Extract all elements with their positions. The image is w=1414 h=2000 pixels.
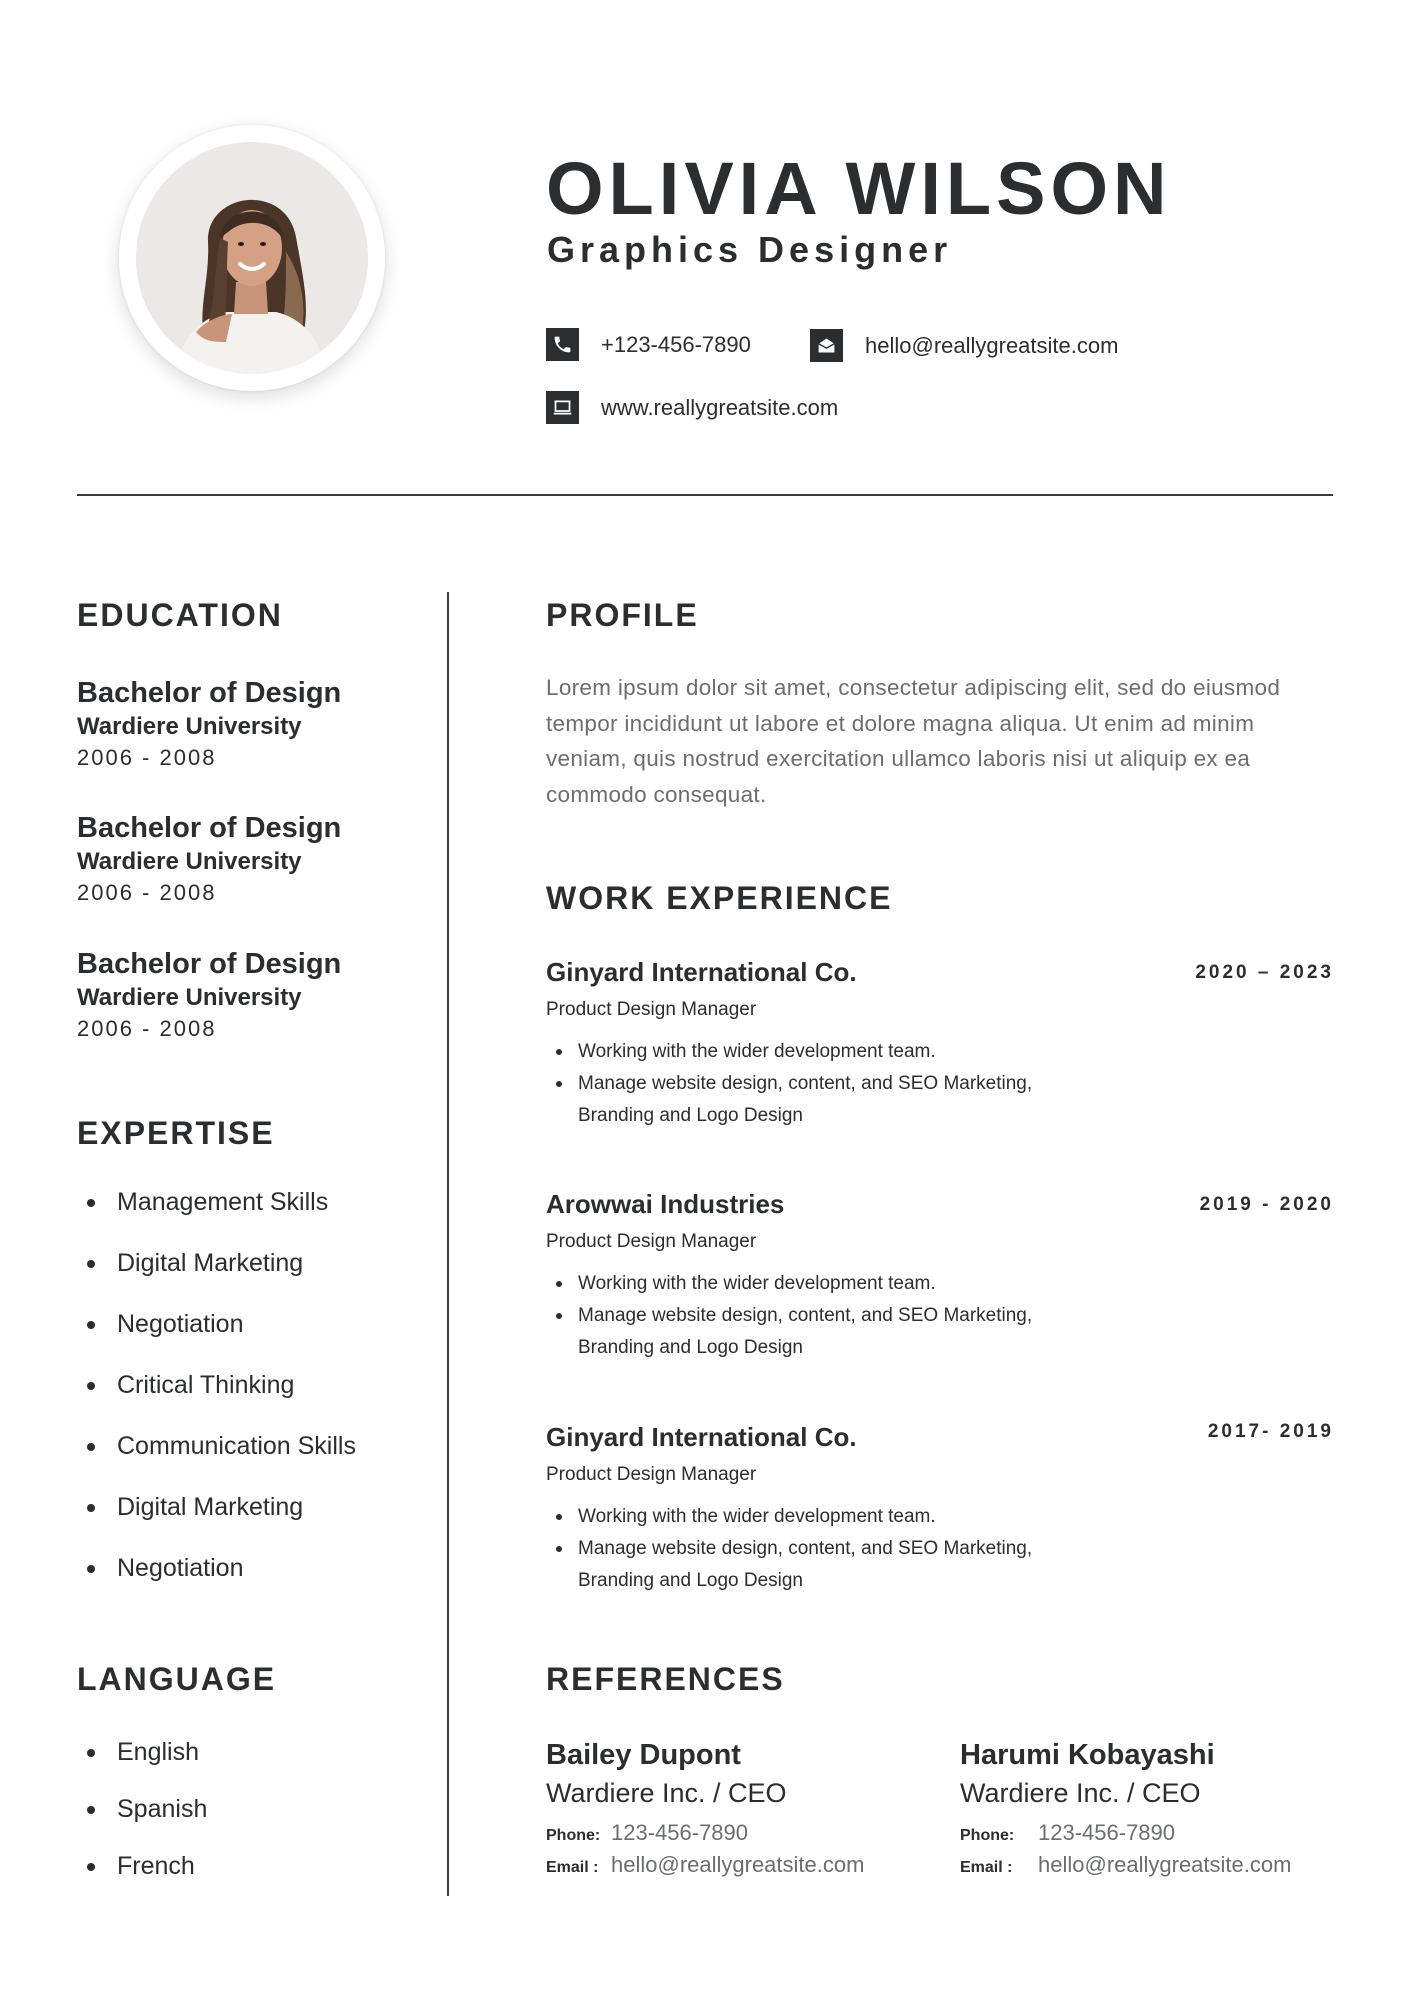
- laptop-icon: [546, 391, 579, 424]
- reference-email-row: [960, 1850, 1291, 1880]
- contact-phone: [546, 328, 751, 361]
- work-heading: WORK EXPERIENCE: [546, 880, 893, 916]
- job-role: Product Design Manager: [546, 1464, 757, 1485]
- website-text: www.reallygreatsite.com: [601, 394, 839, 420]
- profile-heading: PROFILE: [546, 597, 699, 633]
- list-item: Working with the wider development team.: [546, 1501, 1334, 1533]
- school: Wardiere University: [77, 984, 302, 1011]
- work-entry: [546, 1421, 1334, 1597]
- expertise-heading: EXPERTISE: [77, 1115, 275, 1151]
- reference-name: Bailey Dupont: [546, 1739, 741, 1771]
- list-item: Working with the wider development team.: [546, 1036, 1334, 1068]
- degree: Bachelor of Design: [77, 812, 342, 844]
- profile-summary: Lorem ipsum dolor sit amet, consectetur adipiscing elit, sed do eiusmod tempor incididunt ut labore et dolore magna aliqua. Ut enim ad minim veniam, quis nostrud exercitation ullamco laboris nisi ut aliquip ex ea commodo consequat.: [546, 675, 1281, 807]
- list-item: French: [87, 1851, 207, 1881]
- profile-photo: [136, 142, 368, 374]
- list-item: Manage website design, content, and SEO Marketing,: [546, 1300, 1334, 1332]
- list-item: Manage website design, content, and SEO Marketing,: [546, 1068, 1334, 1100]
- header-divider: [77, 494, 1333, 496]
- education-entry: [77, 947, 341, 1043]
- contact-email: [810, 329, 1118, 362]
- list-item: Manage website design, content, and SEO Marketing,: [546, 1533, 1334, 1565]
- duties-list: [546, 1036, 1334, 1132]
- list-item-continuation: Branding and Logo Design: [578, 1570, 804, 1591]
- list-item: Negotiation: [87, 1553, 356, 1583]
- list-item-continuation: Branding and Logo Design: [578, 1105, 804, 1126]
- reference-email: hello@reallygreatsite.com: [1038, 1852, 1292, 1877]
- work-years: 2020 – 2023: [1195, 962, 1334, 983]
- work-years: 2017- 2019: [1207, 1421, 1334, 1442]
- education-entry: [77, 676, 341, 772]
- work-entry: [546, 1188, 1334, 1364]
- phone-text: +123-456-7890: [601, 331, 751, 357]
- degree: Bachelor of Design: [77, 677, 342, 709]
- contact-website: [546, 391, 838, 424]
- education-years: 2006 - 2008: [77, 880, 217, 905]
- list-item: Negotiation: [87, 1309, 356, 1339]
- list-item: Management Skills: [87, 1187, 356, 1217]
- degree: Bachelor of Design: [77, 948, 342, 980]
- language-list: [87, 1737, 207, 1881]
- phone-icon: [546, 328, 579, 361]
- duties-list: [546, 1268, 1334, 1364]
- duties-list: [546, 1501, 1334, 1597]
- education-years: 2006 - 2008: [77, 745, 217, 770]
- list-item: English: [87, 1737, 207, 1767]
- school: Wardiere University: [77, 713, 302, 740]
- company-name: Ginyard International Co.: [546, 1422, 857, 1452]
- education-entry: [77, 811, 341, 907]
- list-item-continuation: Branding and Logo Design: [578, 1337, 804, 1358]
- company-name: Arowwai Industries: [546, 1189, 785, 1219]
- reference-card: [960, 1738, 1291, 1880]
- job-role: Product Design Manager: [546, 1231, 757, 1252]
- reference-name: Harumi Kobayashi: [960, 1739, 1215, 1771]
- reference-phone-row: [546, 1818, 864, 1848]
- education-years: 2006 - 2008: [77, 1016, 217, 1041]
- email-label: Email :: [960, 1859, 1013, 1876]
- column-divider: [447, 592, 449, 1896]
- reference-email: hello@reallygreatsite.com: [611, 1852, 865, 1877]
- reference-phone: 123-456-7890: [1038, 1820, 1176, 1845]
- reference-phone-row: [960, 1818, 1291, 1848]
- phone-label: Phone:: [546, 1827, 601, 1844]
- reference-email-row: [546, 1850, 864, 1880]
- expertise-list: [87, 1187, 356, 1583]
- list-item: Spanish: [87, 1794, 207, 1824]
- list-item: Critical Thinking: [87, 1370, 356, 1400]
- language-heading: LANGUAGE: [77, 1661, 277, 1697]
- company-name: Ginyard International Co.: [546, 957, 857, 987]
- reference-phone: 123-456-7890: [611, 1820, 749, 1845]
- work-entry: [546, 956, 1334, 1132]
- education-heading: EDUCATION: [77, 597, 283, 633]
- list-item: Communication Skills: [87, 1431, 356, 1461]
- list-item: Working with the wider development team.: [546, 1268, 1334, 1300]
- school: Wardiere University: [77, 848, 302, 875]
- reference-company: Wardiere Inc. / CEO: [546, 1778, 787, 1808]
- email-label: Email :: [546, 1859, 599, 1876]
- envelope-icon: [810, 329, 843, 362]
- phone-label: Phone:: [960, 1827, 1015, 1844]
- list-item: Digital Marketing: [87, 1248, 356, 1278]
- email-text: hello@reallygreatsite.com: [865, 332, 1119, 358]
- job-role: Product Design Manager: [546, 999, 757, 1020]
- candidate-title: Graphics Designer: [547, 229, 953, 270]
- candidate-name: OLIVIA WILSON: [546, 147, 1172, 230]
- reference-card: [546, 1738, 864, 1880]
- reference-company: Wardiere Inc. / CEO: [960, 1778, 1201, 1808]
- references-heading: REFERENCES: [546, 1661, 785, 1697]
- list-item: Digital Marketing: [87, 1492, 356, 1522]
- work-years: 2019 - 2020: [1199, 1194, 1334, 1215]
